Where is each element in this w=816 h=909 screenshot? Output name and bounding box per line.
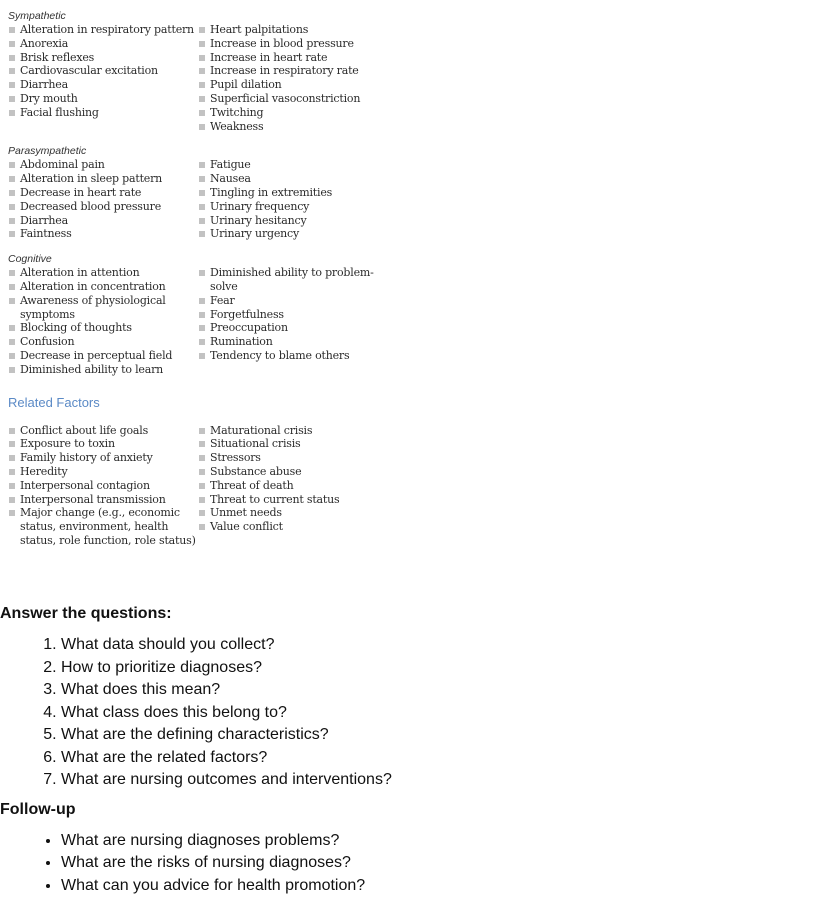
list-item: Alteration in respiratory pattern bbox=[8, 23, 198, 37]
cognitive-col1 bbox=[8, 266, 198, 376]
cognitive-section bbox=[8, 253, 408, 376]
followup-item: • What can you advice for health promotion? bbox=[61, 875, 816, 898]
parasympathetic-col1 bbox=[8, 158, 198, 241]
questions-document bbox=[0, 602, 816, 897]
question-item: 1. What data should you collect? bbox=[61, 634, 816, 657]
cognitive-col2 bbox=[198, 266, 398, 376]
related-col2 bbox=[198, 424, 398, 548]
list-item: Urinary frequency bbox=[198, 200, 398, 214]
list-item: Tendency to blame others bbox=[198, 349, 398, 363]
list-item: Increase in respiratory rate bbox=[198, 64, 398, 78]
related-col1 bbox=[8, 424, 198, 548]
list-item: Urinary hesitancy bbox=[198, 214, 398, 228]
list-item: Rumination bbox=[198, 335, 398, 349]
list-item: Urinary urgency bbox=[198, 227, 398, 241]
list-item: Alteration in sleep pattern bbox=[8, 172, 198, 186]
list-item: Diminished ability to problem-solve bbox=[198, 266, 398, 294]
list-item: Faintness bbox=[8, 227, 198, 241]
list-item: Fear bbox=[198, 294, 398, 308]
list-item: Diarrhea bbox=[8, 78, 198, 92]
list-item: Diarrhea bbox=[8, 214, 198, 228]
list-item: Situational crisis bbox=[198, 437, 398, 451]
followup-item: • What are the risks of nursing diagnoses? bbox=[61, 852, 816, 875]
followup-list bbox=[0, 830, 816, 898]
list-item: Alteration in concentration bbox=[8, 280, 198, 294]
parasympathetic-col2 bbox=[198, 158, 398, 241]
list-item: Stressors bbox=[198, 451, 398, 465]
list-item: Decrease in perceptual field bbox=[8, 349, 198, 363]
list-item: Increase in heart rate bbox=[198, 51, 398, 65]
question-item: 3. What does this mean? bbox=[61, 679, 816, 702]
list-item: Threat to current status bbox=[198, 493, 398, 507]
list-item: Awareness of physiological symptoms bbox=[8, 294, 198, 322]
question-item: 5. What are the defining characteristics? bbox=[61, 724, 816, 747]
list-item: Major change (e.g., economic status, environment, health status, role function, role status) bbox=[8, 506, 198, 547]
question-item: 6. What are the related factors? bbox=[61, 747, 816, 770]
questions-heading: Answer the questions: bbox=[0, 605, 172, 622]
list-item: Weakness bbox=[198, 120, 398, 134]
list-item: Superficial vasoconstriction bbox=[198, 92, 398, 106]
questions-list bbox=[0, 634, 816, 792]
list-item: Value conflict bbox=[198, 520, 398, 534]
list-item: Maturational crisis bbox=[198, 424, 398, 438]
list-item: Abdominal pain bbox=[8, 158, 198, 172]
question-item: 7. What are nursing outcomes and interventions? bbox=[61, 769, 816, 792]
list-item: Heredity bbox=[8, 465, 198, 479]
list-item: Exposure to toxin bbox=[8, 437, 198, 451]
list-item: Fatigue bbox=[198, 158, 398, 172]
list-item: Dry mouth bbox=[8, 92, 198, 106]
list-item: Interpersonal transmission bbox=[8, 493, 198, 507]
list-item: Conflict about life goals bbox=[8, 424, 198, 438]
list-item: Unmet needs bbox=[198, 506, 398, 520]
parasympathetic-section bbox=[8, 145, 408, 241]
list-item: Tingling in extremities bbox=[198, 186, 398, 200]
list-item: Substance abuse bbox=[198, 465, 398, 479]
sympathetic-col1 bbox=[8, 23, 198, 133]
list-item: Cardiovascular excitation bbox=[8, 64, 198, 78]
question-item: 2. How to prioritize diagnoses? bbox=[61, 657, 816, 680]
list-item: Diminished ability to learn bbox=[8, 363, 198, 377]
list-item: Increase in blood pressure bbox=[198, 37, 398, 51]
list-item: Pupil dilation bbox=[198, 78, 398, 92]
section-title: Cognitive bbox=[8, 253, 52, 266]
defining-characteristics-scan bbox=[8, 10, 408, 548]
list-item: Interpersonal contagion bbox=[8, 479, 198, 493]
list-item: Preoccupation bbox=[198, 321, 398, 335]
list-item: Alteration in attention bbox=[8, 266, 198, 280]
list-item: Heart palpitations bbox=[198, 23, 398, 37]
list-item: Confusion bbox=[8, 335, 198, 349]
followup-heading: Follow-up bbox=[0, 800, 76, 818]
list-item: Family history of anxiety bbox=[8, 451, 198, 465]
followup-item: • What are nursing diagnoses problems? bbox=[61, 830, 816, 853]
list-item: Blocking of thoughts bbox=[8, 321, 198, 335]
question-item: 4. What class does this belong to? bbox=[61, 702, 816, 725]
list-item: Twitching bbox=[198, 106, 398, 120]
list-item: Forgetfulness bbox=[198, 308, 398, 322]
section-title: Sympathetic bbox=[8, 10, 66, 22]
list-item: Nausea bbox=[198, 172, 398, 186]
sympathetic-col2 bbox=[198, 23, 398, 133]
list-item: Anorexia bbox=[8, 37, 198, 51]
list-item: Facial flushing bbox=[8, 106, 198, 120]
related-factors-title: Related Factors bbox=[8, 394, 100, 410]
related-factors-section bbox=[8, 424, 408, 548]
list-item: Decrease in heart rate bbox=[8, 186, 198, 200]
section-title: Parasympathetic bbox=[8, 145, 87, 158]
list-item: Brisk reflexes bbox=[8, 51, 198, 65]
list-item: Decreased blood pressure bbox=[8, 200, 198, 214]
list-item: Threat of death bbox=[198, 479, 398, 493]
sympathetic-section bbox=[8, 10, 408, 133]
